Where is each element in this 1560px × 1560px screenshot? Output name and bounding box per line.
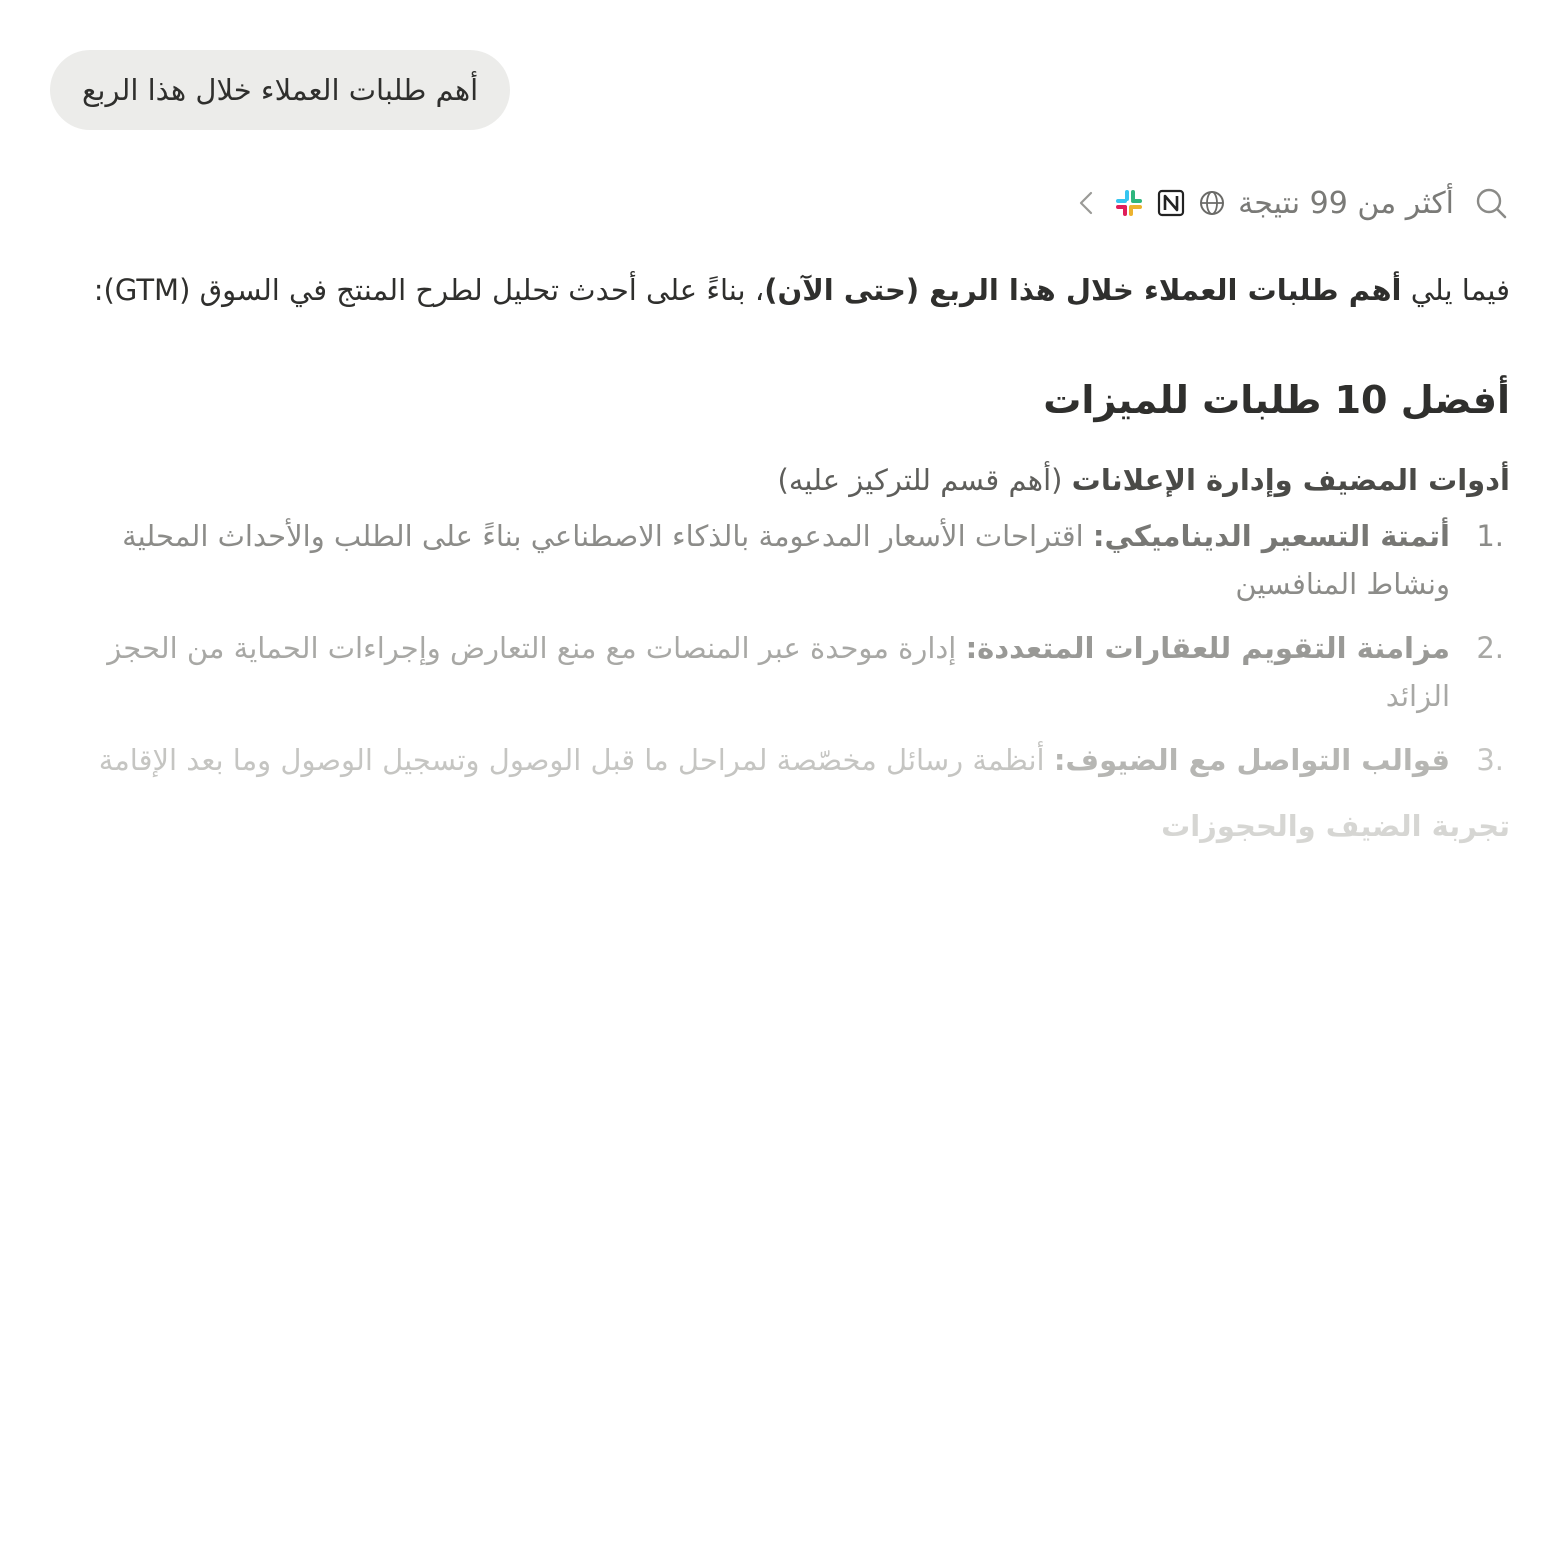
subsection-title: أدوات المضيف وإدارة الإعلانات bbox=[1071, 463, 1510, 497]
intro-prefix: فيما يلي bbox=[1401, 273, 1510, 307]
user-query-text: أهم طلبات العملاء خلال هذا الربع bbox=[82, 73, 479, 107]
intro-suffix: ، بناءً على أحدث تحليل لطرح المنتج في السوق (GTM): bbox=[93, 273, 765, 307]
list-item-text: اقتراحات الأسعار المدعومة بالذكاء الاصطناعي بناءً على الطلب والأحداث المحلية ونشاط المنافسين bbox=[122, 519, 1450, 601]
list-item-text: إدارة موحدة عبر المنصات مع منع التعارض وإجراءات الحماية من الحجز الزائد bbox=[107, 631, 1450, 713]
section-title: أفضل 10 طلبات للميزات bbox=[1043, 378, 1510, 422]
faded-continuation bbox=[50, 874, 1510, 886]
list-item-number: 1. bbox=[1476, 519, 1504, 553]
slack-icon bbox=[1114, 188, 1144, 218]
globe-icon bbox=[1198, 189, 1226, 217]
answer-content bbox=[50, 262, 1510, 886]
search-icon bbox=[1472, 184, 1510, 222]
list-item-title: قوالب التواصل مع الضيوف: bbox=[1053, 743, 1450, 777]
list-item bbox=[50, 736, 1510, 784]
list-item bbox=[50, 624, 1510, 720]
sources-row[interactable] bbox=[1072, 178, 1510, 228]
list-item bbox=[50, 512, 1510, 608]
list-item-number: 2. bbox=[1476, 631, 1504, 665]
list-item-text: أنظمة رسائل مخصّصة لمراحل ما قبل الوصول وتسجيل الوصول وما بعد الإقامة bbox=[98, 743, 1054, 777]
user-query-bubble bbox=[50, 50, 510, 130]
answer-intro bbox=[50, 262, 1510, 318]
subsection-heading-host-tools bbox=[50, 454, 1510, 506]
subsection-note: (أهم قسم للتركيز عليه) bbox=[777, 463, 1072, 497]
notion-icon bbox=[1156, 188, 1186, 218]
feature-request-list bbox=[50, 512, 1510, 784]
list-item-number: 3. bbox=[1476, 743, 1504, 777]
intro-bold: أهم طلبات العملاء خلال هذا الربع (حتى الآن) bbox=[764, 273, 1402, 307]
list-item-title: أتمتة التسعير الديناميكي: bbox=[1092, 519, 1450, 553]
list-item-title: مزامنة التقويم للعقارات المتعددة: bbox=[965, 631, 1450, 665]
sources-count-label: أكثر من 99 نتيجة bbox=[1238, 185, 1454, 221]
chevron-left-icon[interactable] bbox=[1072, 188, 1102, 218]
subsection-heading-guest-experience: تجربة الضيف والحجوزات bbox=[1161, 809, 1510, 843]
